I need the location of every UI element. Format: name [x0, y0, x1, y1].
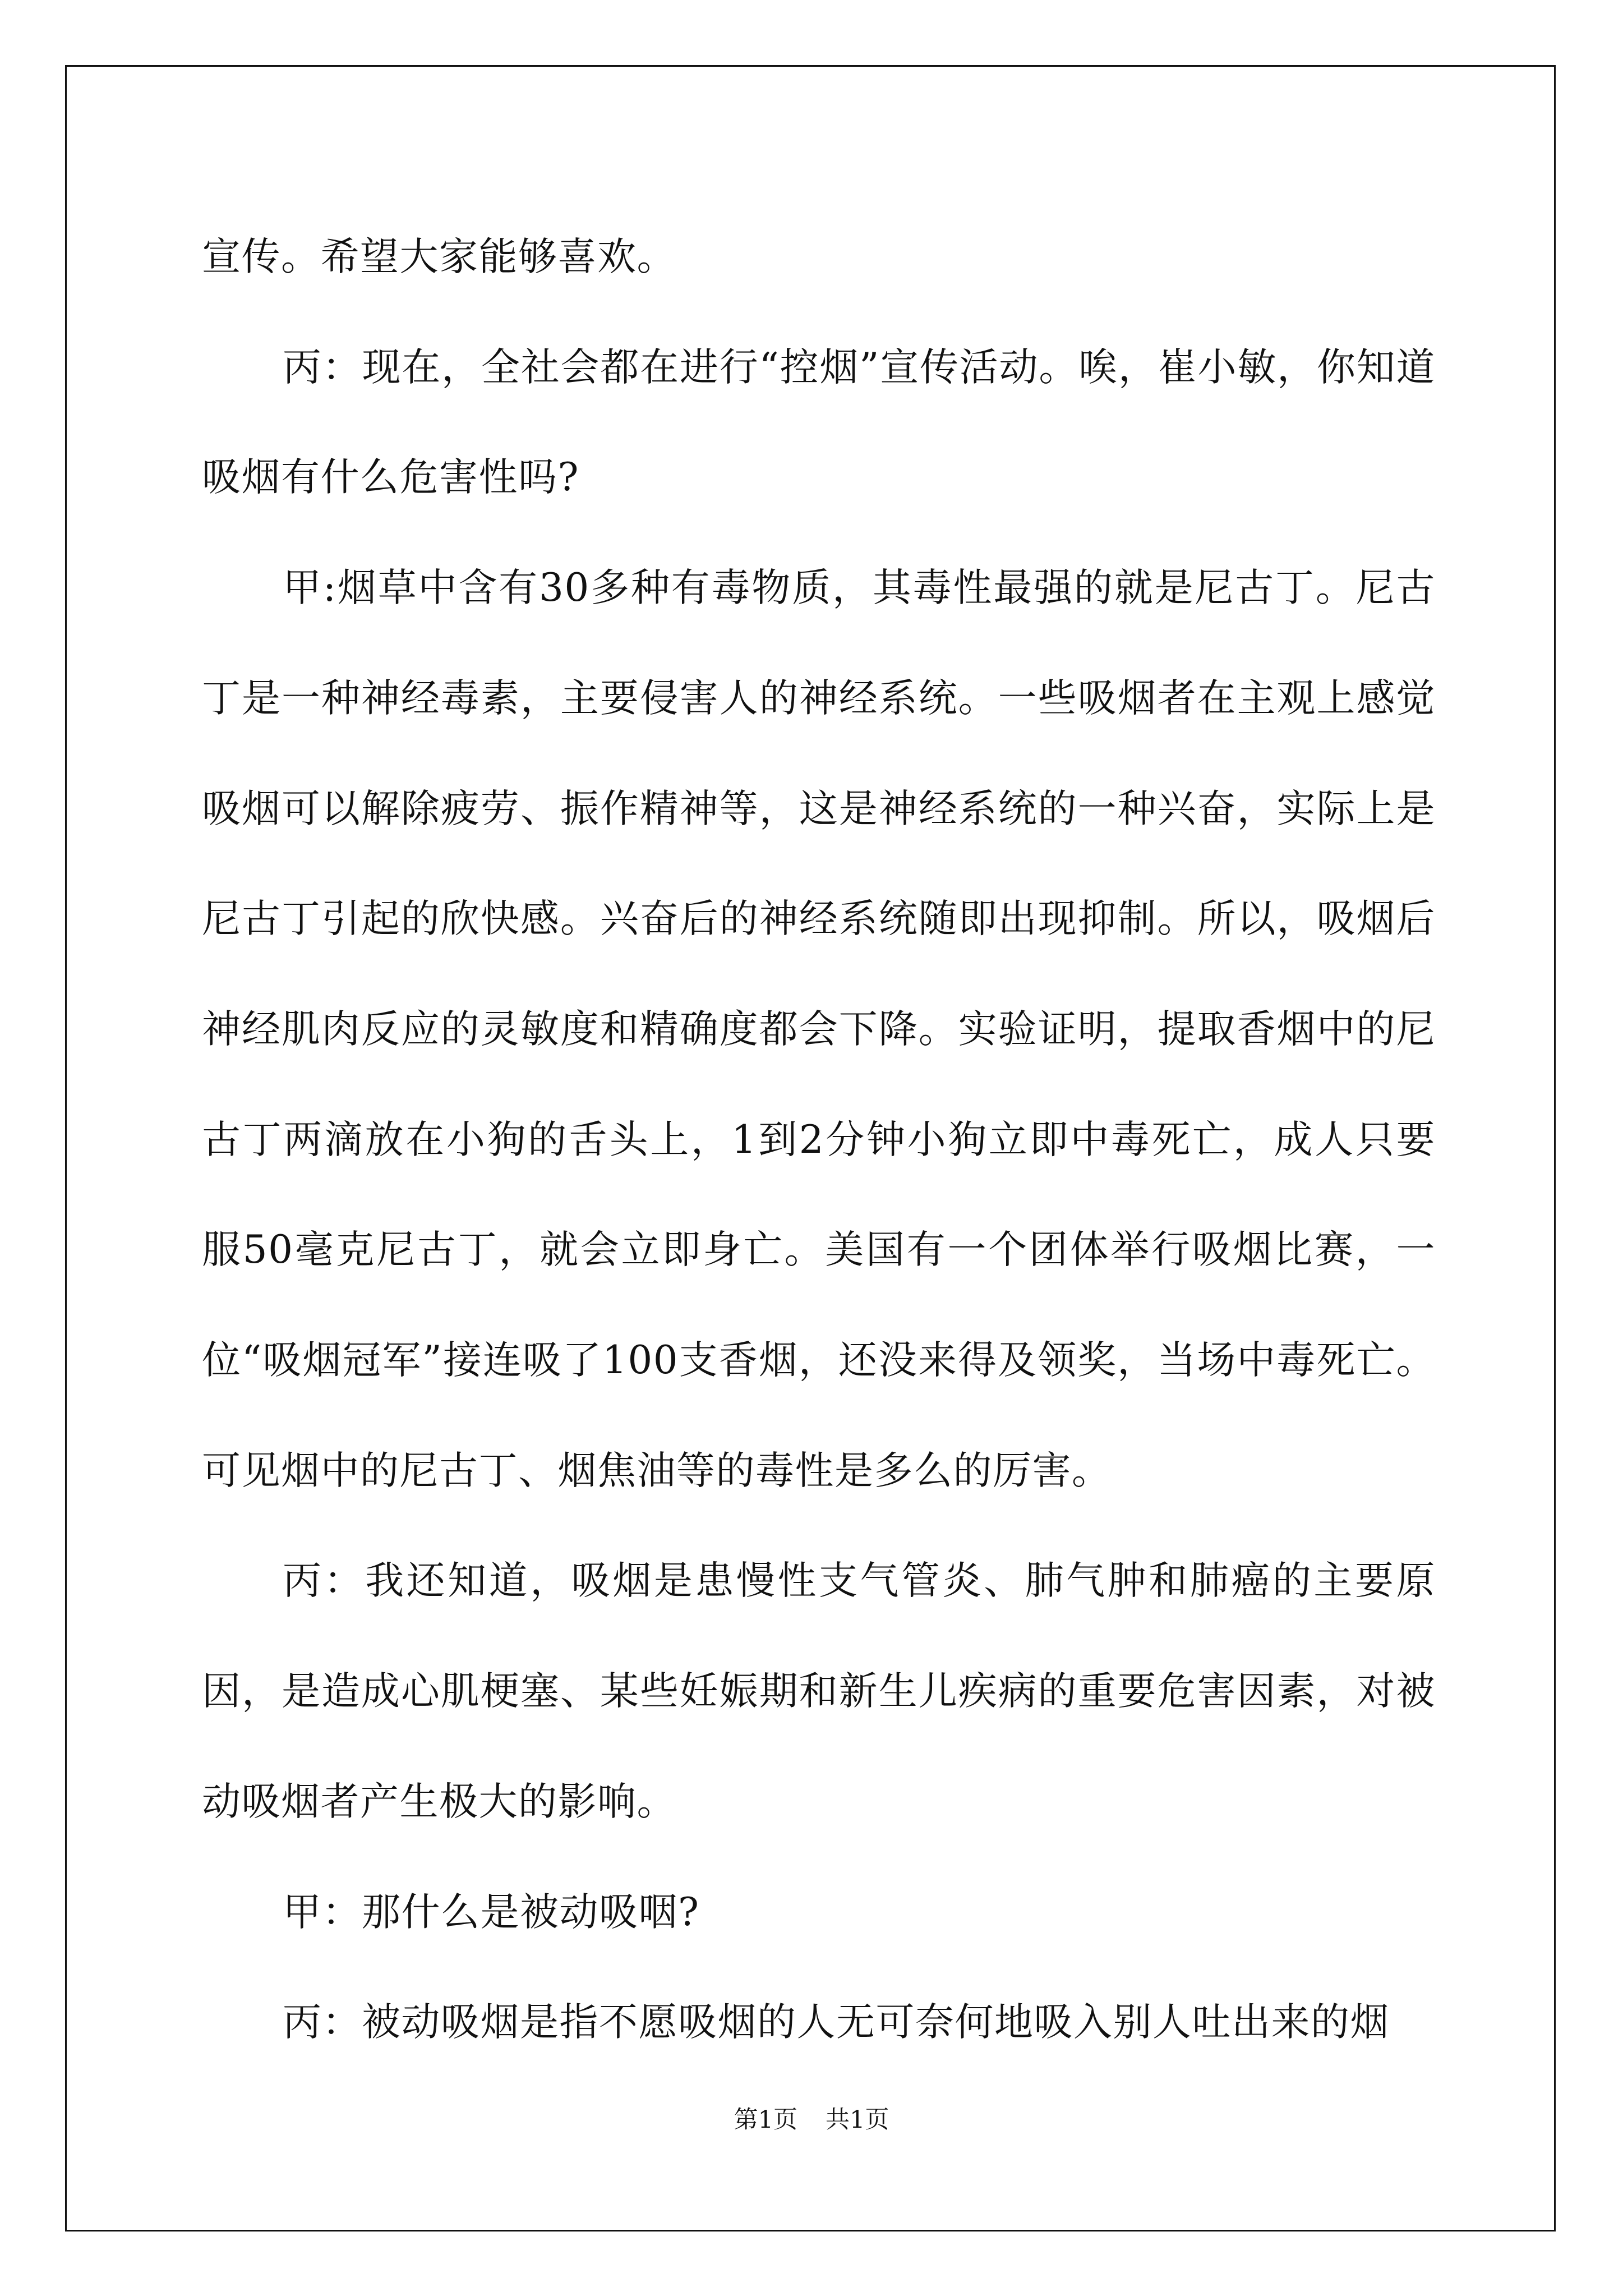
paragraph-3: 甲:烟草中含有30多种有毒物质，其毒性最强的就是尼古丁。尼古丁是一种神经毒素，主要侵害人的神经系统。一些吸烟者在主观上感觉吸烟可以解除疲劳、振作精神等，这是神经系统的一种兴奋，实际上是尼古丁引起的欣快感。兴奋后的神经系统随即出现抑制。所以，吸烟后神经肌肉反应的灵敏度和精确度都会下降。实验证明，提取香烟中的尼古丁两滴放在小狗的舌头上，1到2分钟小狗立即中毒死亡，成人只要服50毫克尼古丁，就会立即身亡。美国有一个团体举行吸烟比赛，一位“吸烟冠军”接连吸了100支香烟，还没来得及领奖，当场中毒死亡。可见烟中的尼古丁、烟焦油等的毒性是多么的厉害。	[202, 565, 1436, 1493]
paragraph-5: 甲：那什么是被动吸咽?	[283, 1889, 700, 1935]
page-footer	[0, 2101, 1623, 2135]
paragraph-4: 丙：我还知道，吸烟是患慢性支气管炎、肺气肿和肺癌的主要原因，是造成心肌梗塞、某些妊娠期和新生儿疾病的重要危害因素，对被动吸烟者产生极大的影响。	[202, 1558, 1436, 1824]
page-total: 共1页	[826, 2106, 889, 2134]
paragraph-6: 丙：被动吸烟是指不愿吸烟的人无可奈何地吸入别人吐出来的烟	[283, 2000, 1390, 2045]
document-body	[202, 202, 1436, 2078]
page-number: 第1页	[734, 2106, 797, 2134]
paragraph-1: 宣传。希望大家能够喜欢。	[202, 234, 676, 279]
paragraph-2: 丙：现在，全社会都在进行“控烟”宣传活动。唉，崔小敏，你知道吸烟有什么危害性吗?	[202, 344, 1436, 500]
